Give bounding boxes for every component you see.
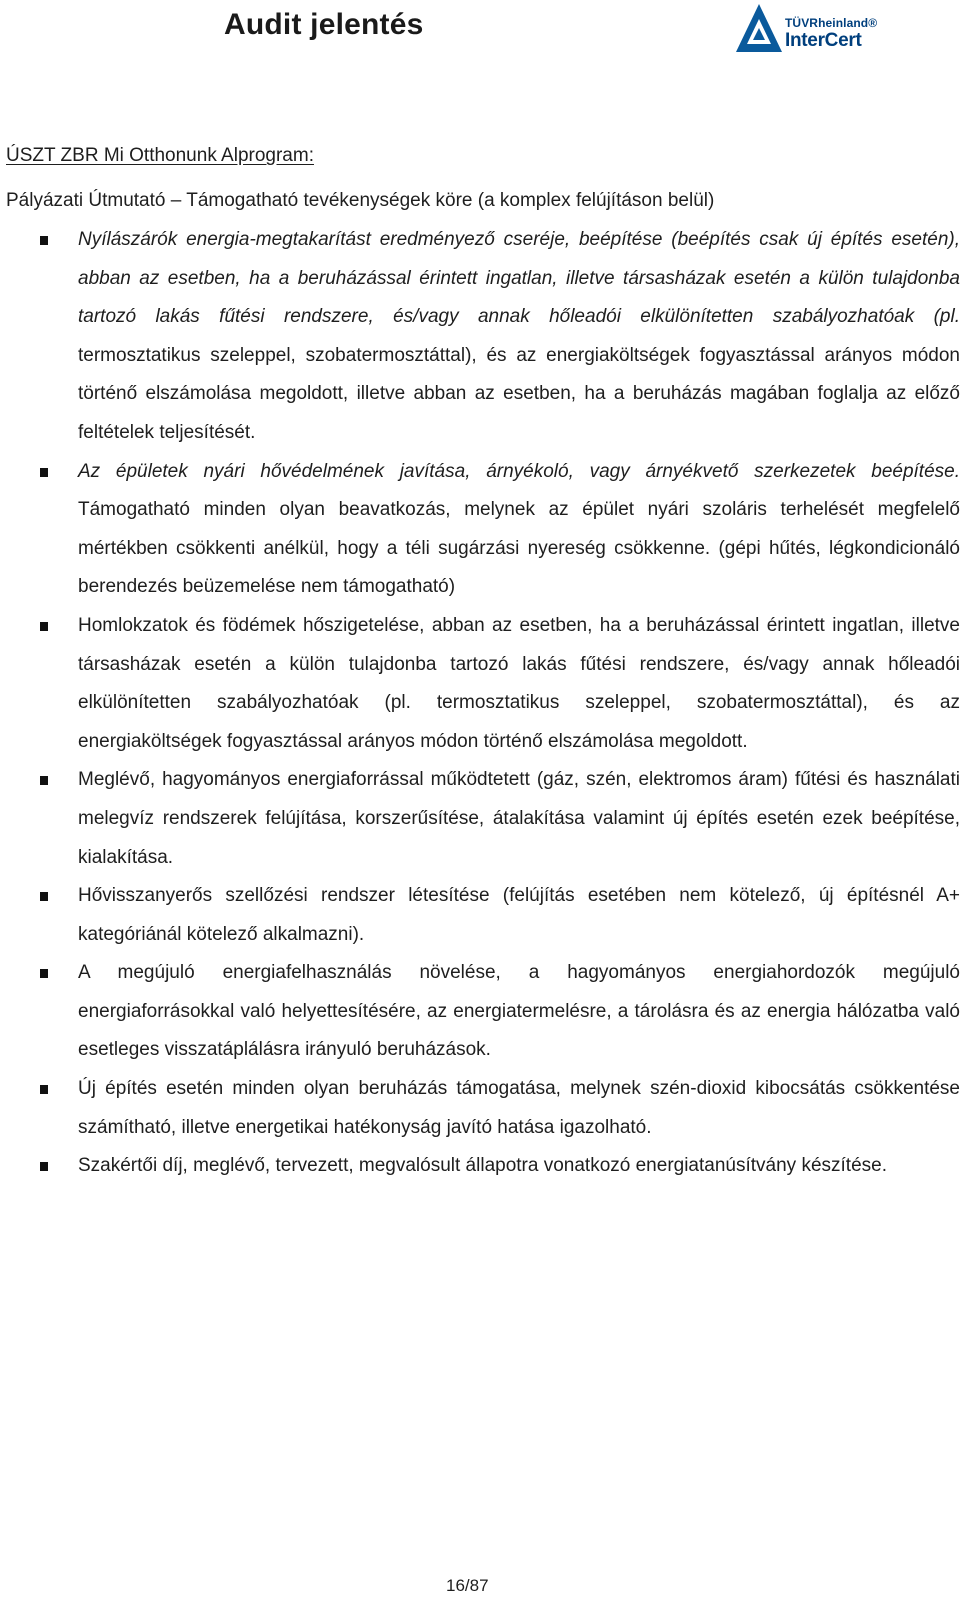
list-item-text [78,607,960,761]
list-item-text [78,1147,960,1186]
list-item-normal-text: Hővisszanyerős szellőzési rendszer létesítése (felújítás esetében nem kötelező, új építésnél A+ kategóriánál kötelező alkalmazni). [78,885,960,945]
list-item-normal-text: Támogatható minden olyan beavatkozás, melynek az épület nyári szoláris terhelését megfelelő mértékben csökkenti anélkül, hogy a téli sugárzási nyereség csökkenne. (gépi hűtés, légkondicionáló berendezés beüzemelése nem támogatható) [78,499,960,598]
square-bullet-icon [40,776,48,785]
logo-brand-top: TÜVRheinland® [785,16,878,30]
list-item-text [78,761,960,877]
program-title: ÚSZT ZBR Mi Otthonunk Alprogram: [6,145,314,166]
list-item-text [78,954,960,1070]
square-bullet-icon [40,622,48,631]
list-item-normal-text: Homlokzatok és födémek hőszigetelése, abban az esetben, ha a beruházással érintett ingatlan, illetve társasházak esetén a külön tulajdonba tartozó lakás fűtési rendszere, és/vagy annak hőleadói elkülönítetten szabályozhatóak (pl. termosztatikus szeleppel, szobatermosztáttal), és az energiaköltségek fogyasztással arányos módon történő elszámolása megoldott. [78,614,960,752]
logo-brand-bottom: InterCert [785,30,862,51]
list-item-italic-text: Az épületek nyári hővédelmének javítása, árnyékoló, vagy árnyékvető szerkezetek beépítése. [78,460,960,482]
tuv-triangle-logo-icon [734,2,784,54]
list-item-italic-text: Nyílászárók energia-megtakarítást eredményező cseréje, beépítése (beépítés csak új építés esetén), abban az esetben, ha a beruházással érintett ingatlan, illetve társasházak esetén a külön tulajdonba tartozó lakás fűtési rendszere, és/vagy annak hőleadói elkülönítetten szabályozhatóak (pl. [78,229,960,328]
list-item-text [78,221,960,453]
list-item [0,1147,960,1186]
bullet-list [0,221,960,1186]
list-item-text [78,1070,960,1147]
list-item [0,877,960,954]
list-item-normal-text: Meglévő, hagyományos energiaforrással működtetett (gáz, szén, elektromos áram) fűtési és használati melegvíz rendszerek felújítása, korszerűsítése, átalakítása valamint új építés esetén ezek beépítése, kialakítása. [78,769,960,868]
square-bullet-icon [40,468,48,477]
list-item-text [78,877,960,954]
list-item [0,1070,960,1147]
list-item-normal-text: Új építés esetén minden olyan beruházás támogatása, melynek szén-dioxid kibocsátás csökkentése számítható, illetve energetikai hatékonyság javító hatása igazolható. [78,1078,960,1138]
square-bullet-icon [40,1162,48,1171]
intro-line: Pályázati Útmutató – Támogatható tevékenységek köre (a komplex felújításon belül) [6,190,715,211]
square-bullet-icon [40,969,48,978]
list-item-text [78,453,960,607]
list-item [0,453,960,607]
list-item [0,607,960,761]
square-bullet-icon [40,1085,48,1094]
list-item [0,761,960,877]
list-item-normal-text: termosztatikus szeleppel, szobatermosztáttal), és az energiaköltségek fogyasztással arányos módon történő elszámolása megoldott, illetve abban az esetben, ha a beruházás magában foglalja az előző feltételek teljesítését. [78,344,960,443]
square-bullet-icon [40,236,48,245]
document-title: Audit jelentés [224,8,424,41]
page-number: 16/87 [446,1576,489,1595]
list-item [0,221,960,453]
list-item-normal-text: Szakértői díj, meglévő, tervezett, megvalósult állapotra vonatkozó energiatanúsítvány készítése. [78,1155,887,1177]
page-header [0,0,960,70]
list-item [0,954,960,1070]
list-item-normal-text: A megújuló energiafelhasználás növelése, a hagyományos energiahordozók megújuló energiaforrásokkal való helyettesítésére, az energiatermelésre, a tárolásra és az energia hálózatba való esetleges visszatáplálásra irányuló beruházások. [78,962,960,1061]
tuv-rheinland-intercert-logo [734,2,884,54]
square-bullet-icon [40,892,48,901]
